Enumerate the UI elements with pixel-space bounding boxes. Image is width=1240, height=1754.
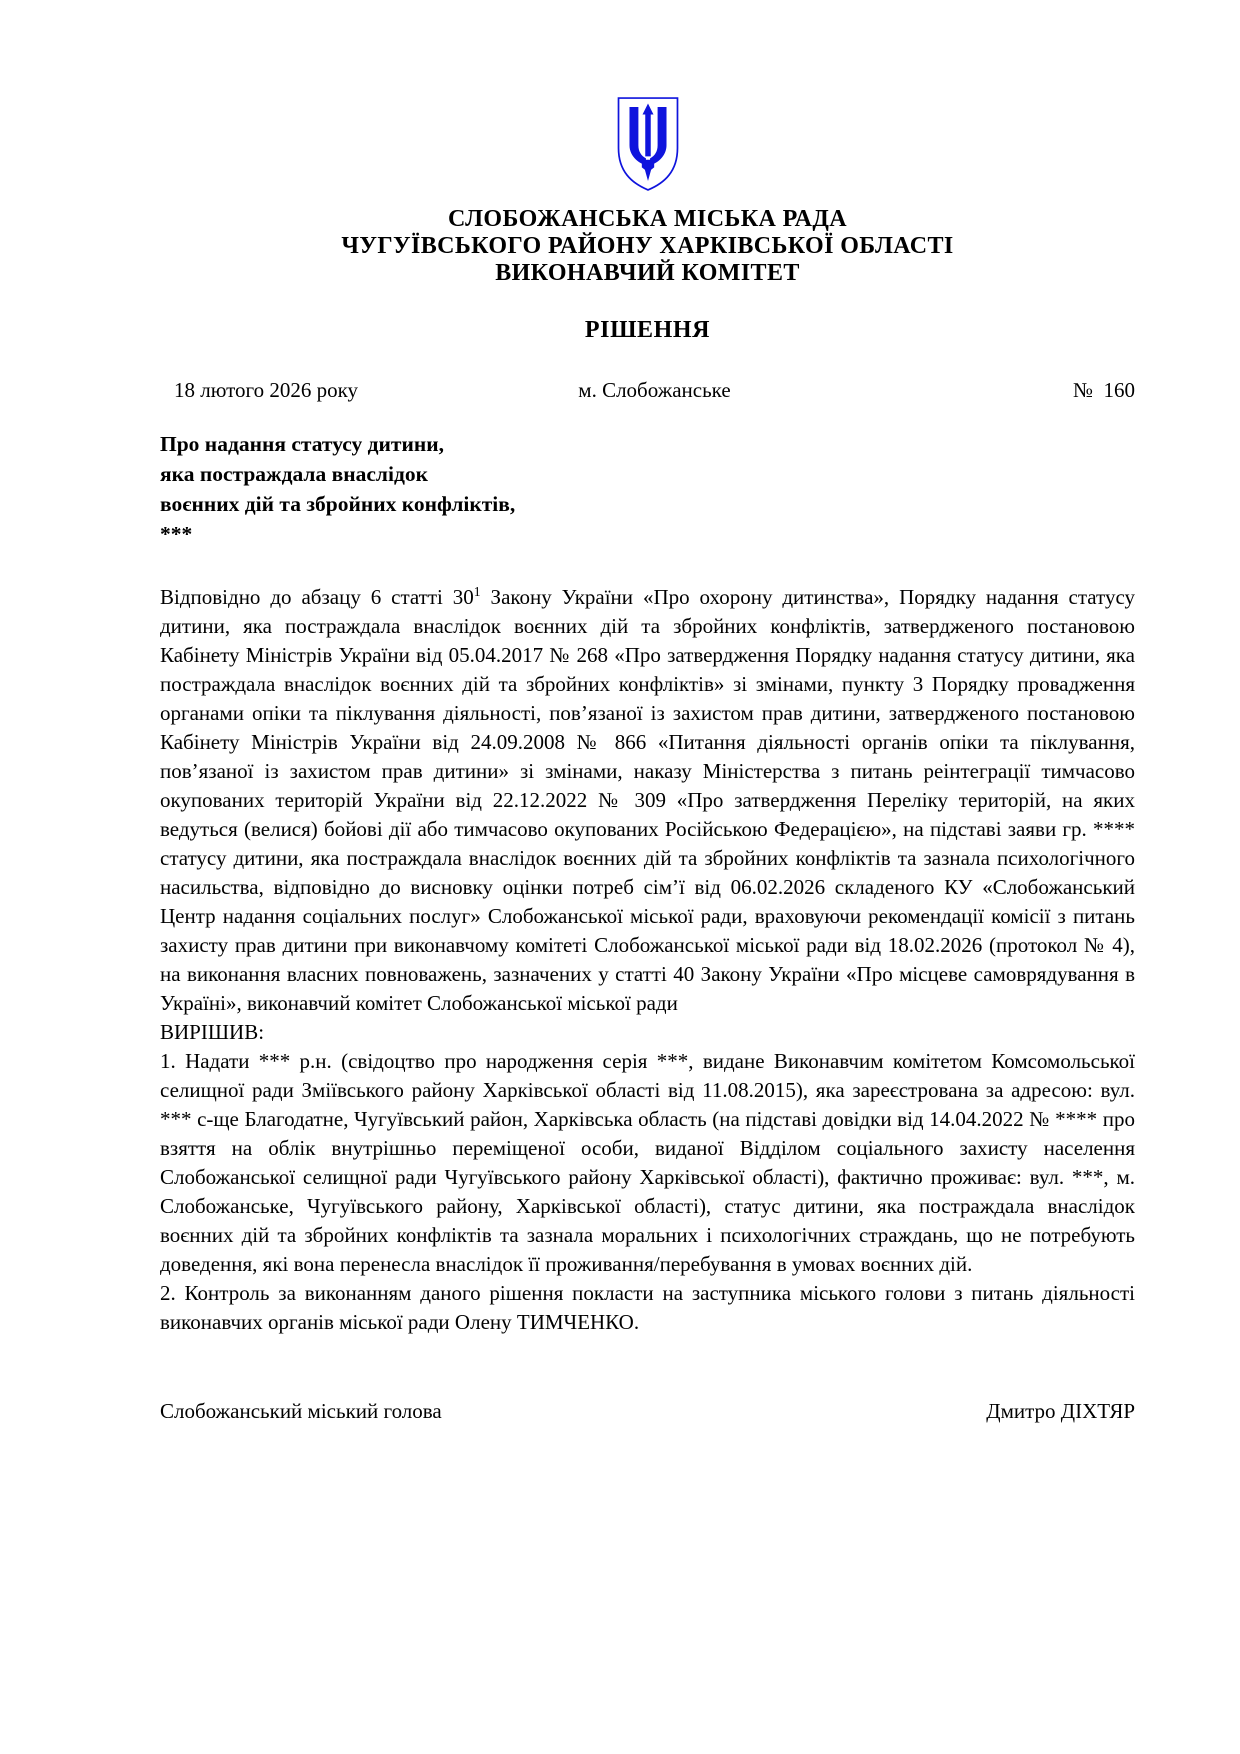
- subject-line-1: Про надання статусу дитини,: [160, 432, 445, 456]
- preamble-text-after-superscript: Закону України «Про охорону дитинства», Порядку надання статусу дитини, яка постраждала внаслідок воєнних дій та збройних конфліктів, затвердженого постановою Кабінету Міністрів України від 05.04.2017 № 268 «Про затвердження Порядку надання статусу дитини, яка постраждала внаслідок воєнних дій та збройних конфліктів» зі змінами, пункту 3 Порядку провадження органами опіки та піклування діяльності, пов’язаної із захистом прав дитини, затвердженого постановою Кабінету Міністрів України від 24.09.2008 № 866 «Питання діяльності органів опіки та піклування, пов’язаної із захистом прав дитини» зі змінами, наказу Міністерства з питань реінтеграції тимчасово окупованих територій України від 22.12.2022 № 309 «Про затвердження Переліку територій, на яких ведуться (велися) бойові дії або тимчасово окупованих Російською Федерацією», на підставі заяви гр. **** статусу дитини, яка постраждала внаслідок воєнних дій та збройних конфліктів та зазнала психологічного насильства, відповідно до висновку оцінки потреб сім’ї від 06.02.2026 складеного КУ «Слобожанський Центр надання соціальних послуг» Слобожанської міської ради, враховуючи рекомендації комісії з питань захисту прав дитини при виконавчому комітеті Слобожанської міської ради від 18.02.2026 (протокол № 4), на виконання власних повноважень, зазначених у статті 40 Закону України «Про місцеве самоврядування в Україні», виконавчий комітет Слобожанської міської ради: [160, 585, 1135, 1015]
- org-name-line-2: ЧУГУЇВСЬКОГО РАЙОНУ ХАРКІВСЬКОЇ ОБЛАСТІ: [341, 233, 954, 259]
- document-type-title: РІШЕННЯ: [584, 317, 711, 343]
- decision-item-2: 2. Контроль за виконанням даного рішення покласти на заступника міського голови з питань діяльності виконавчих органів міської ради Олену ТИМЧЕНКО.: [160, 1281, 1135, 1334]
- tryzub-icon: [613, 96, 683, 192]
- document-place: м. Слобожанське: [578, 378, 731, 402]
- document-meta-row: [160, 378, 1135, 403]
- signature-row: [160, 1399, 1135, 1424]
- document-body: [160, 583, 1135, 1337]
- decision-item-1: 1. Надати *** р.н. (свідоцтво про народження серія ***, видане Виконавчим комітетом Комсомольської селищної ради Зміївського району Харківської області від 11.08.2015), яка зареєстрована за адресою: вул. *** с-ще Благодатне, Чугуївський район, Харківська область (на підставі довідки від 14.04.2022 № **** про взяття на облік внутрішньо переміщеної особи, виданої Відділом соціального захисту населення Слобожанської селищної ради Чугуївського району Харківської області), фактично проживає: вул. ***, м. Слобожанське, Чугуївського району, Харківської області), статус дитини, яка постраждала внаслідок воєнних дій та збройних конфліктів та зазнала моральних і психологічних страждань, що не потребують доведення, які вона перенесла внаслідок її проживання/перебування в умовах воєнних дій.: [160, 1049, 1135, 1276]
- org-name-line-1: СЛОБОЖАНСЬКА МІСЬКА РАДА: [447, 206, 847, 232]
- signature-title: Слобожанський міський голова: [160, 1399, 442, 1423]
- subject-line-2: яка постраждала внаслідок: [160, 462, 428, 486]
- coat-of-arms-emblem: [613, 96, 683, 192]
- document-number: № 160: [1072, 378, 1135, 402]
- subject-line-3: воєнних дій та збройних конфліктів,: [160, 492, 516, 516]
- article-superscript: 1: [473, 584, 481, 599]
- preamble-paragraph: [160, 583, 1135, 1018]
- resolved-label: ВИРІШИВ:: [160, 1020, 265, 1044]
- signature-name: Дмитро ДІХТЯР: [986, 1399, 1135, 1423]
- document-date: 18 лютого 2026 року: [174, 378, 359, 402]
- org-name-line-3: ВИКОНАВЧИЙ КОМІТЕТ: [495, 260, 800, 286]
- preamble-text-before-superscript: Відповідно до абзацу 6 статті 30: [160, 585, 474, 609]
- subject-line-4: ***: [160, 522, 193, 546]
- subject-block: [160, 429, 1135, 549]
